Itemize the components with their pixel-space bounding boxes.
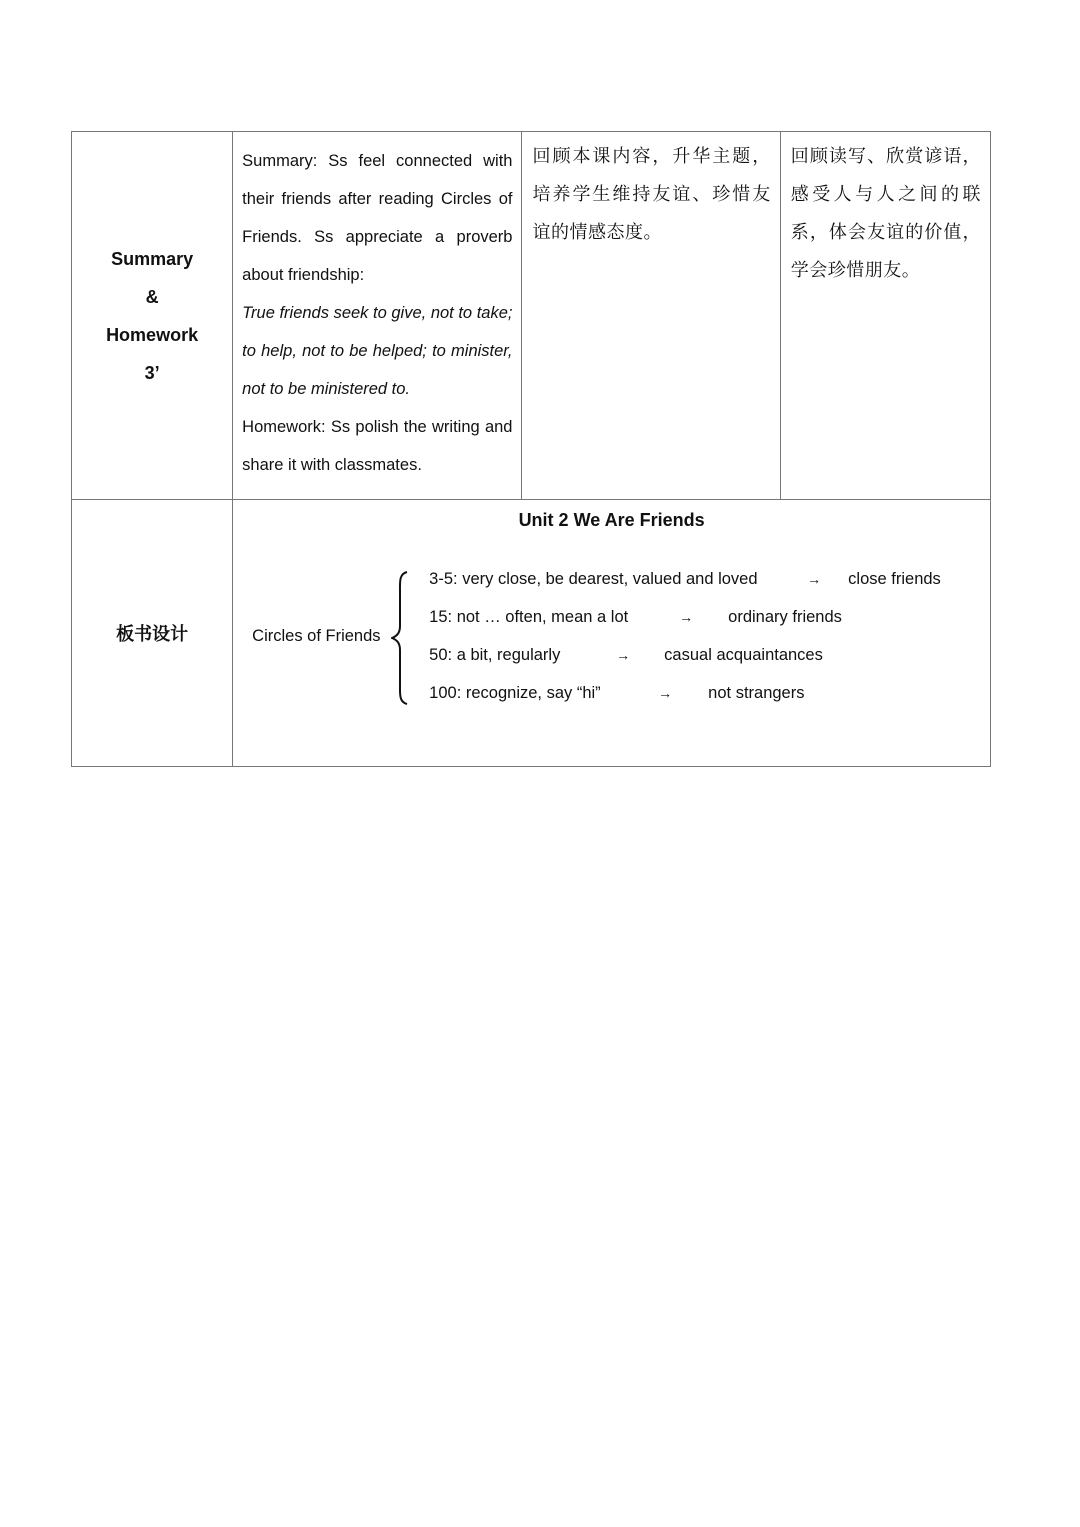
board-design-cell [233,500,991,767]
branch-range: 100: recognize, say “hi” [429,684,601,702]
board-root-label: Circles of Friends [252,627,381,645]
board-title: Unit 2 We Are Friends [518,510,705,530]
stage-title [72,240,232,392]
stage-line: Summary [111,248,194,269]
curly-brace-icon [391,570,421,706]
branch-range: 15: not … often, mean a lot [429,608,629,626]
branch-range: 3-5: very close, be dearest, valued and loved [429,570,758,588]
board-design-row [72,500,991,767]
summary-row [72,132,991,500]
stage-line: & [145,286,159,307]
branch-result: not strangers [708,684,805,702]
proverb-text: True friends seek to give, not to take; to help, not to be helped; to minister, not to be ministered to. [242,304,513,398]
arrow-right-icon: → [679,609,694,625]
lesson-plan-table [71,131,991,767]
branch-result: close friends [848,570,941,588]
learning-purpose-cell: 回顾读写、欣赏谚语，感受人与人之间的联系，体会友谊的价值，学会珍惜朋友。 [780,132,990,500]
arrow-right-icon: → [807,571,822,587]
stage-time: 3’ [144,362,160,383]
homework-text: Homework: Ss polish the writing and share it with classmates. [242,418,513,474]
branch-range: 50: a bit, regularly [429,646,561,664]
arrow-right-icon: → [658,685,673,701]
arrow-right-icon: → [616,647,631,663]
stage-line: Homework [106,324,199,345]
summary-text: Summary: Ss feel connected with their friends after reading Circles of Friends. Ss appreciate a proverb about friendship: [242,152,513,284]
teaching-purpose-cell: 回顾本课内容，升华主题，培养学生维持友谊、珍惜友谊的情感态度。 [522,132,780,500]
activity-content-cell [233,132,522,500]
branch-result: ordinary friends [728,608,842,626]
branch-result: casual acquaintances [664,646,823,664]
stage-cell [72,132,233,500]
board-design-label: 板书设计 [72,500,233,767]
